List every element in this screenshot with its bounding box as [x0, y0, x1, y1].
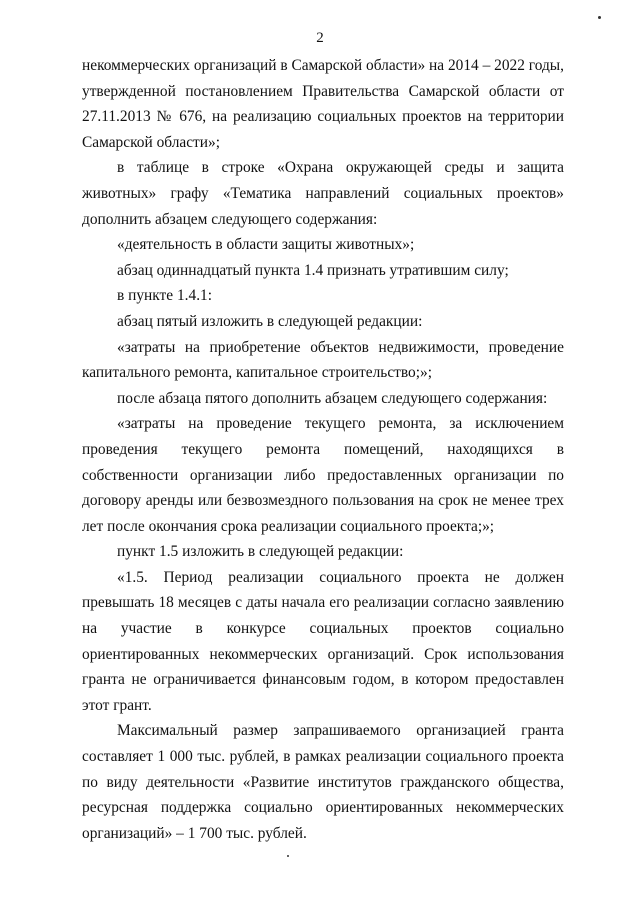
- paragraph-clause-1-5: пункт 1.5 изложить в следующей редакции:: [117, 543, 404, 561]
- page-number: 2: [316, 30, 324, 46]
- paragraph-animal-protection: «деятельность в области защиты животных»;: [117, 236, 415, 254]
- paragraph-real-estate-costs: «затраты на приобретение объектов недвижимости, проведение капитального ремонта, капитальное строительство;»;: [82, 338, 564, 382]
- paragraph-table-amendment: в таблице в строке «Охрана окружающей среды и защита животных» графу «Тематика направлений социальных проектов» дополнить абзацем следующего содержания:: [82, 159, 564, 228]
- scan-speck: [287, 855, 289, 857]
- document-body: [82, 53, 564, 846]
- paragraph-max-grant: Максимальный размер запрашиваемого организацией гранта составляет 1 000 тыс. рублей, в рамках реализации социального проекта по виду деятельности «Развитие институтов гражданского общества, ресурсная поддержка социально ориентированных некоммерческих организаций» – 1 700 тыс. рублей.: [82, 722, 564, 842]
- paragraph-implementation-period: «1.5. Период реализации социального проекта не должен превышать 18 месяцев с даты начала его реализации согласно заявлению на участие в конкурсе социальных проектов социально ориентированных некоммерческих организаций. Срок использования гранта не ограничивается финансовым годом, в котором предоставлен этот грант.: [82, 568, 564, 714]
- paragraph-clause-1-4-1: в пункте 1.4.1:: [117, 287, 213, 305]
- paragraph-after-fifth: после абзаца пятого дополнить абзацем следующего содержания:: [117, 389, 548, 407]
- paragraph-program-reference: некоммерческих организаций в Самарской области» на 2014 – 2022 годы, утвержденной постановлением Правительства Самарской области от 27.11.2013 № 676, на реализацию социальных проектов на территории Самарской области»;: [82, 57, 564, 151]
- paragraph-invalidate-clause: абзац одиннадцатый пункта 1.4 признать утратившим силу;: [117, 261, 509, 279]
- paragraph-repair-costs: «затраты на проведение текущего ремонта, за исключением проведения текущего ремонта помещений, находящихся в собственности организации либо предоставленных организации по договору аренды или безвозмездного пользования на срок не менее трех лет после окончания срока реализации социального проекта;»;: [82, 415, 564, 535]
- paragraph-fifth-abstract: абзац пятый изложить в следующей редакции:: [117, 312, 423, 330]
- scan-speck: [598, 16, 601, 19]
